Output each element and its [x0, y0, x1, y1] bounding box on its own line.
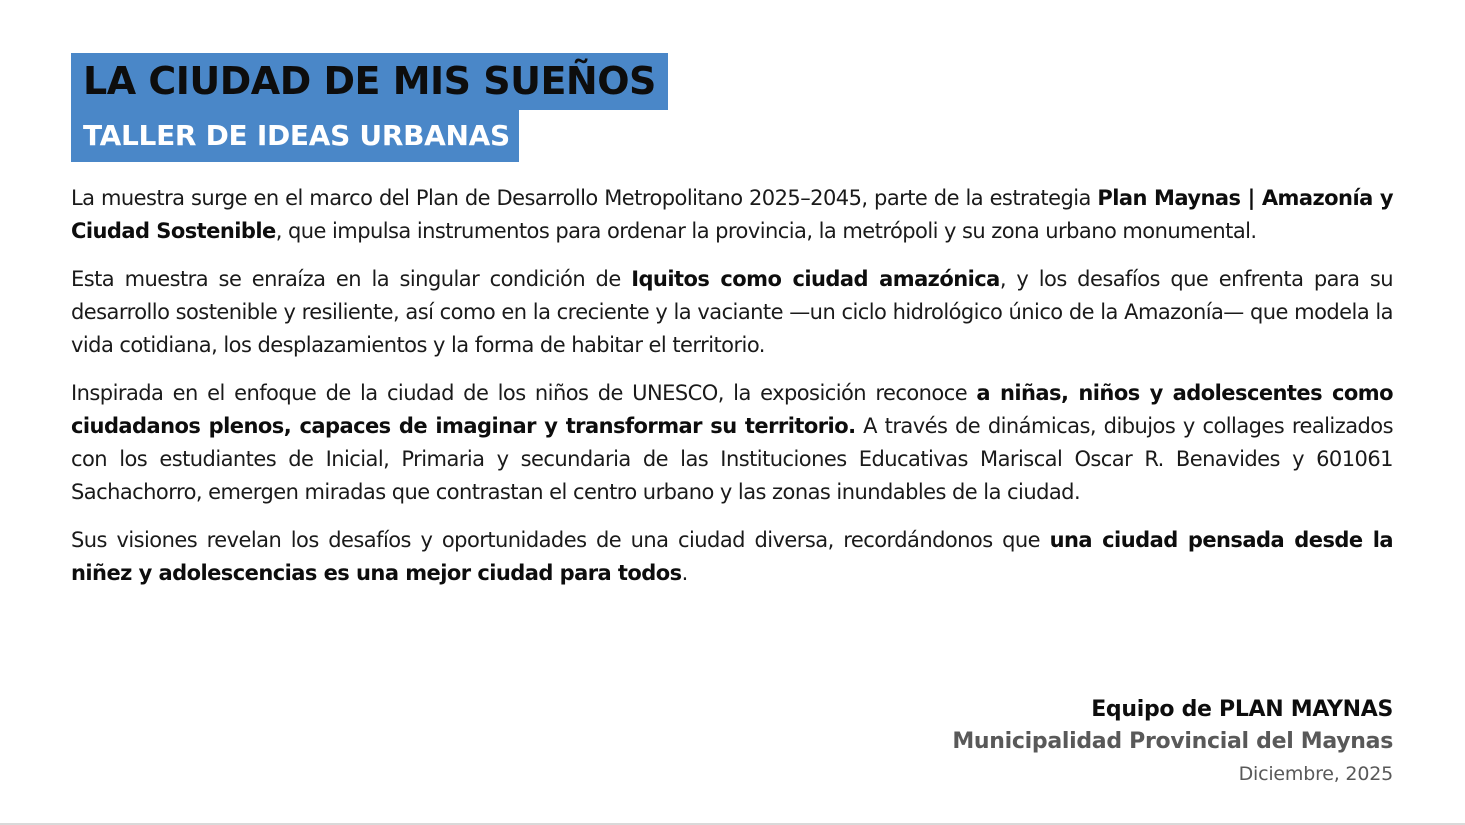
paragraph-1-text: La muestra surge en el marco del Plan de Desarrollo Metropolitano 2025–2045, parte de la estrategia	[71, 186, 1098, 210]
signature-team: Equipo de PLAN MAYNAS	[1091, 697, 1393, 722]
signature-date: Diciembre, 2025	[1238, 763, 1393, 785]
signature-organization: Municipalidad Provincial del Maynas	[952, 729, 1393, 754]
paragraph-4-text: Sus visiones revelan los desafíos y oportunidades de una ciudad diversa, recordándonos que	[71, 528, 1050, 552]
paragraph-4	[71, 524, 1393, 590]
paragraph-1-highlight: Plan Maynas | Amazonía y Ciudad Sostenible	[71, 186, 1393, 243]
paragraph-3-text: Inspirada en el enfoque de la ciudad de los niños de UNESCO, la exposición reconoce	[71, 381, 977, 405]
paragraph-3	[71, 377, 1393, 509]
paragraph-2-text-end: , y los desafíos que enfrenta para su desarrollo sostenible y resiliente, así como en la creciente y la vaciante —un ciclo hidrológico único de la Amazonía— que modela la vida cotidiana, los desplazamientos y la forma de habitar el territorio.	[71, 267, 1394, 357]
paragraph-3-highlight: a niñas, niños y adolescentes como ciudadanos plenos, capaces de imaginar y transformar su territorio.	[71, 381, 1393, 438]
page-title: LA CIUDAD DE MIS SUEÑOS	[71, 53, 668, 110]
paragraph-1-text-end: , que impulsa instrumentos para ordenar la provincia, la metrópoli y su zona urbano monumental.	[275, 219, 1257, 243]
signature-block	[952, 694, 1393, 790]
paragraph-4-highlight: una ciudad pensada desde la niñez y adolescencias es una mejor ciudad para todos	[71, 528, 1393, 585]
title-main-row	[71, 53, 668, 110]
paragraph-1	[71, 182, 1393, 248]
title-sub-row	[71, 110, 668, 162]
paragraph-2	[71, 263, 1393, 362]
paragraph-4-text-end: .	[681, 561, 688, 585]
paragraph-3-text-end: A través de dinámicas, dibujos y collages realizados con los estudiantes de Inicial, Primaria y secundaria de las Instituciones Educativas Mariscal Oscar R. Benavides y 601061 Sachachorro, emergen miradas que contrastan el centro urbano y las zonas inundables de la ciudad.	[71, 414, 1393, 504]
paragraph-2-highlight: Iquitos como ciudad amazónica	[631, 267, 1000, 291]
paragraph-2-text: Esta muestra se enraíza en la singular condición de	[71, 267, 632, 291]
body-text	[71, 182, 1393, 605]
page-subtitle: TALLER DE IDEAS URBANAS	[71, 110, 519, 162]
title-block	[71, 53, 668, 162]
